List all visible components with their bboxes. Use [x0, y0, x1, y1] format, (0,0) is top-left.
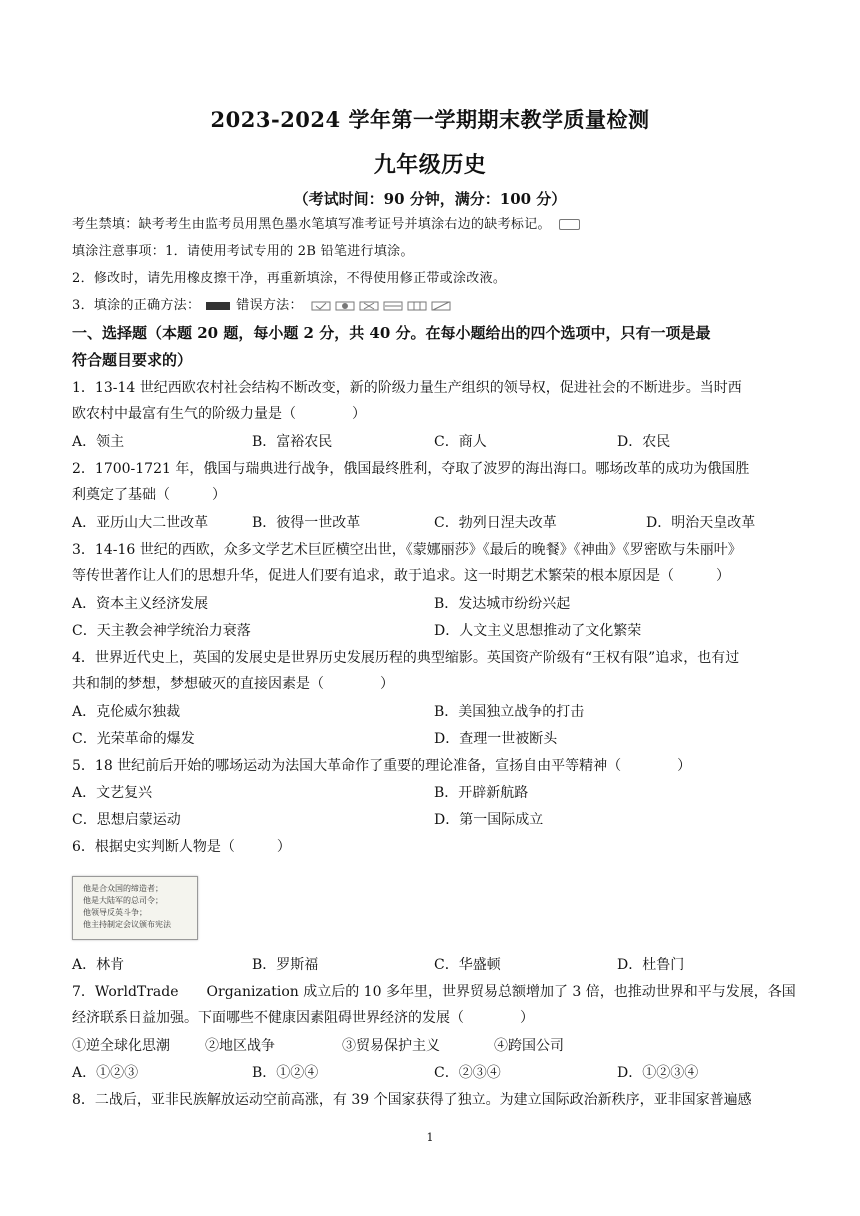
q6-option-d: D．杜鲁门 — [617, 957, 685, 973]
exam-info: （考试时间：90 分钟，满分：100 分） — [293, 190, 567, 208]
q4-option-c: C．光荣革命的爆发 — [72, 731, 195, 747]
q6-option-c: C．华盛顿 — [434, 957, 501, 973]
q2-option-d: D．明治天皇改革 — [646, 515, 756, 531]
exam-title: 2023-2024 学年第一学期期末教学质量检测 — [210, 107, 650, 132]
q4-option-d: D．查理一世被断头 — [434, 731, 558, 747]
clue-line-2: 他是大陆军的总司令； — [83, 896, 163, 905]
q2-option-a: A．亚历山大二世改革 — [72, 515, 209, 531]
q6-option-a: A．林肯 — [72, 957, 125, 973]
q4-option-b: B．美国独立战争的打击 — [434, 704, 585, 720]
q7-option-d: D．①②③④ — [617, 1065, 699, 1081]
q7-item-2: ②地区战争 — [205, 1038, 275, 1054]
question-3-stem-1: 3．14-16 世纪的西欧，众多文学艺术巨匠横空出世，《蒙娜丽莎》《最后的晚餐》《神曲》《罗密欧与朱丽叶》 — [72, 542, 742, 558]
historical-figure-clue-card — [72, 876, 198, 940]
question-5-stem-1: 5．18 世纪前后开始的哪场运动为法国大革命作了重要的理论准备，宣扬自由平等精神（ ） — [72, 758, 692, 774]
q5-option-b: B．开辟新航路 — [434, 785, 529, 801]
question-7-stem-2: 经济联系日益加强。下面哪些不健康因素阻碍世界经济的发展（ ） — [72, 1010, 534, 1026]
question-1-stem-2: 欧农村中最富有生气的阶级力量是（ ） — [72, 406, 366, 422]
q5-option-c: C．思想启蒙运动 — [72, 812, 181, 828]
wrong-fill-marks-icon — [311, 300, 453, 312]
q6-option-b: B．罗斯福 — [252, 957, 319, 973]
q3-option-a: A．资本主义经济发展 — [72, 596, 209, 612]
note-line-2: 填涂注意事项：1．请使用考试专用的 2B 铅笔进行填涂。 — [72, 244, 414, 259]
wrong-method-label: 错误方法： — [236, 298, 303, 313]
q5-option-d: D．第一国际成立 — [434, 812, 544, 828]
question-7-stem-1: 7．WorldTrade Organization 成立后的 10 多年里，世界贸易总额增加了 3 倍，也推动世界和平与发展，各国 — [72, 984, 796, 1000]
note-line-1 — [72, 215, 792, 235]
q7-item-1: ①逆全球化思潮 — [72, 1038, 170, 1054]
clue-line-4: 他主持制定会议颁布宪法 — [83, 920, 171, 929]
question-4-stem-2: 共和制的梦想，梦想破灭的直接因素是（ ） — [72, 676, 394, 692]
q1-option-c: C．商人 — [434, 434, 487, 450]
q4-option-a: A．克伦威尔独裁 — [72, 704, 181, 720]
question-3-stem-2: 等传世著作让人们的思想升华，促进人们要有追求，敢于追求。这一时期艺术繁荣的根本原因是（ ） — [72, 568, 730, 584]
clue-line-3: 他领导反英斗争； — [83, 908, 147, 917]
subject-title: 九年级历史 — [373, 152, 487, 178]
section-heading-line-1: 一、选择题（本题 20 题，每小题 2 分，共 40 分。在每小题给出的四个选项中，只有一项是最 — [72, 324, 711, 342]
note-text-1: 考生禁填：缺考考生由监考员用黑色墨水笔填写准考证号并填涂右边的缺考标记。 — [72, 217, 551, 232]
question-8-stem-1: 8．二战后，亚非民族解放运动空前高涨，有 39 个国家获得了独立。为建立国际政治新秩序，亚非国家普遍感 — [72, 1092, 752, 1108]
section-heading-line-2: 符合题目要求的） — [72, 351, 193, 369]
q1-option-d: D．农民 — [617, 434, 671, 450]
q5-option-a: A．文艺复兴 — [72, 785, 153, 801]
question-2-stem-2: 利奠定了基础（ ） — [72, 487, 226, 503]
note-line-4 — [72, 296, 792, 316]
q7-item-3: ③贸易保护主义 — [342, 1038, 440, 1054]
q1-option-b: B．富裕农民 — [252, 434, 333, 450]
q3-option-b: B．发达城市纷纷兴起 — [434, 596, 571, 612]
q3-option-d: D．人文主义思想推动了文化繁荣 — [434, 623, 642, 639]
correct-method-label: 3．填涂的正确方法： — [72, 298, 201, 313]
clue-line-1: 他是合众国的缔造者； — [83, 884, 163, 893]
q1-option-a: A．领主 — [72, 434, 125, 450]
question-1-stem-1: 1．13-14 世纪西欧农村社会结构不断改变，新的阶级力量生产组织的领导权，促进社会的不断进步。当时西 — [72, 380, 742, 396]
absent-mark-box — [559, 219, 580, 230]
q7-option-a: A．①②③ — [72, 1065, 139, 1081]
q7-option-b: B．①②④ — [252, 1065, 319, 1081]
question-4-stem-1: 4．世界近代史上，英国的发展史是世界历史发展历程的典型缩影。英国资产阶级有“王权有限”追求，也有过 — [72, 650, 740, 666]
q2-option-b: B．彼得一世改革 — [252, 515, 361, 531]
question-6-stem-1: 6．根据史实判断人物是（ ） — [72, 839, 291, 855]
note-line-3: 2．修改时，请先用橡皮擦干净，再重新填涂，不得使用修正带或涂改液。 — [72, 271, 507, 286]
page-number: 1 — [426, 1131, 434, 1144]
q2-option-c: C．勃列日涅夫改革 — [434, 515, 557, 531]
correct-fill-mark-icon — [206, 302, 230, 310]
q7-option-c: C．②③④ — [434, 1065, 501, 1081]
q7-item-4: ④跨国公司 — [494, 1038, 564, 1054]
question-2-stem-1: 2．1700-1721 年，俄国与瑞典进行战争，俄国最终胜利，夺取了波罗的海出海口。哪场改革的成功为俄国胜 — [72, 461, 750, 477]
q3-option-c: C．天主教会神学统治力衰落 — [72, 623, 251, 639]
